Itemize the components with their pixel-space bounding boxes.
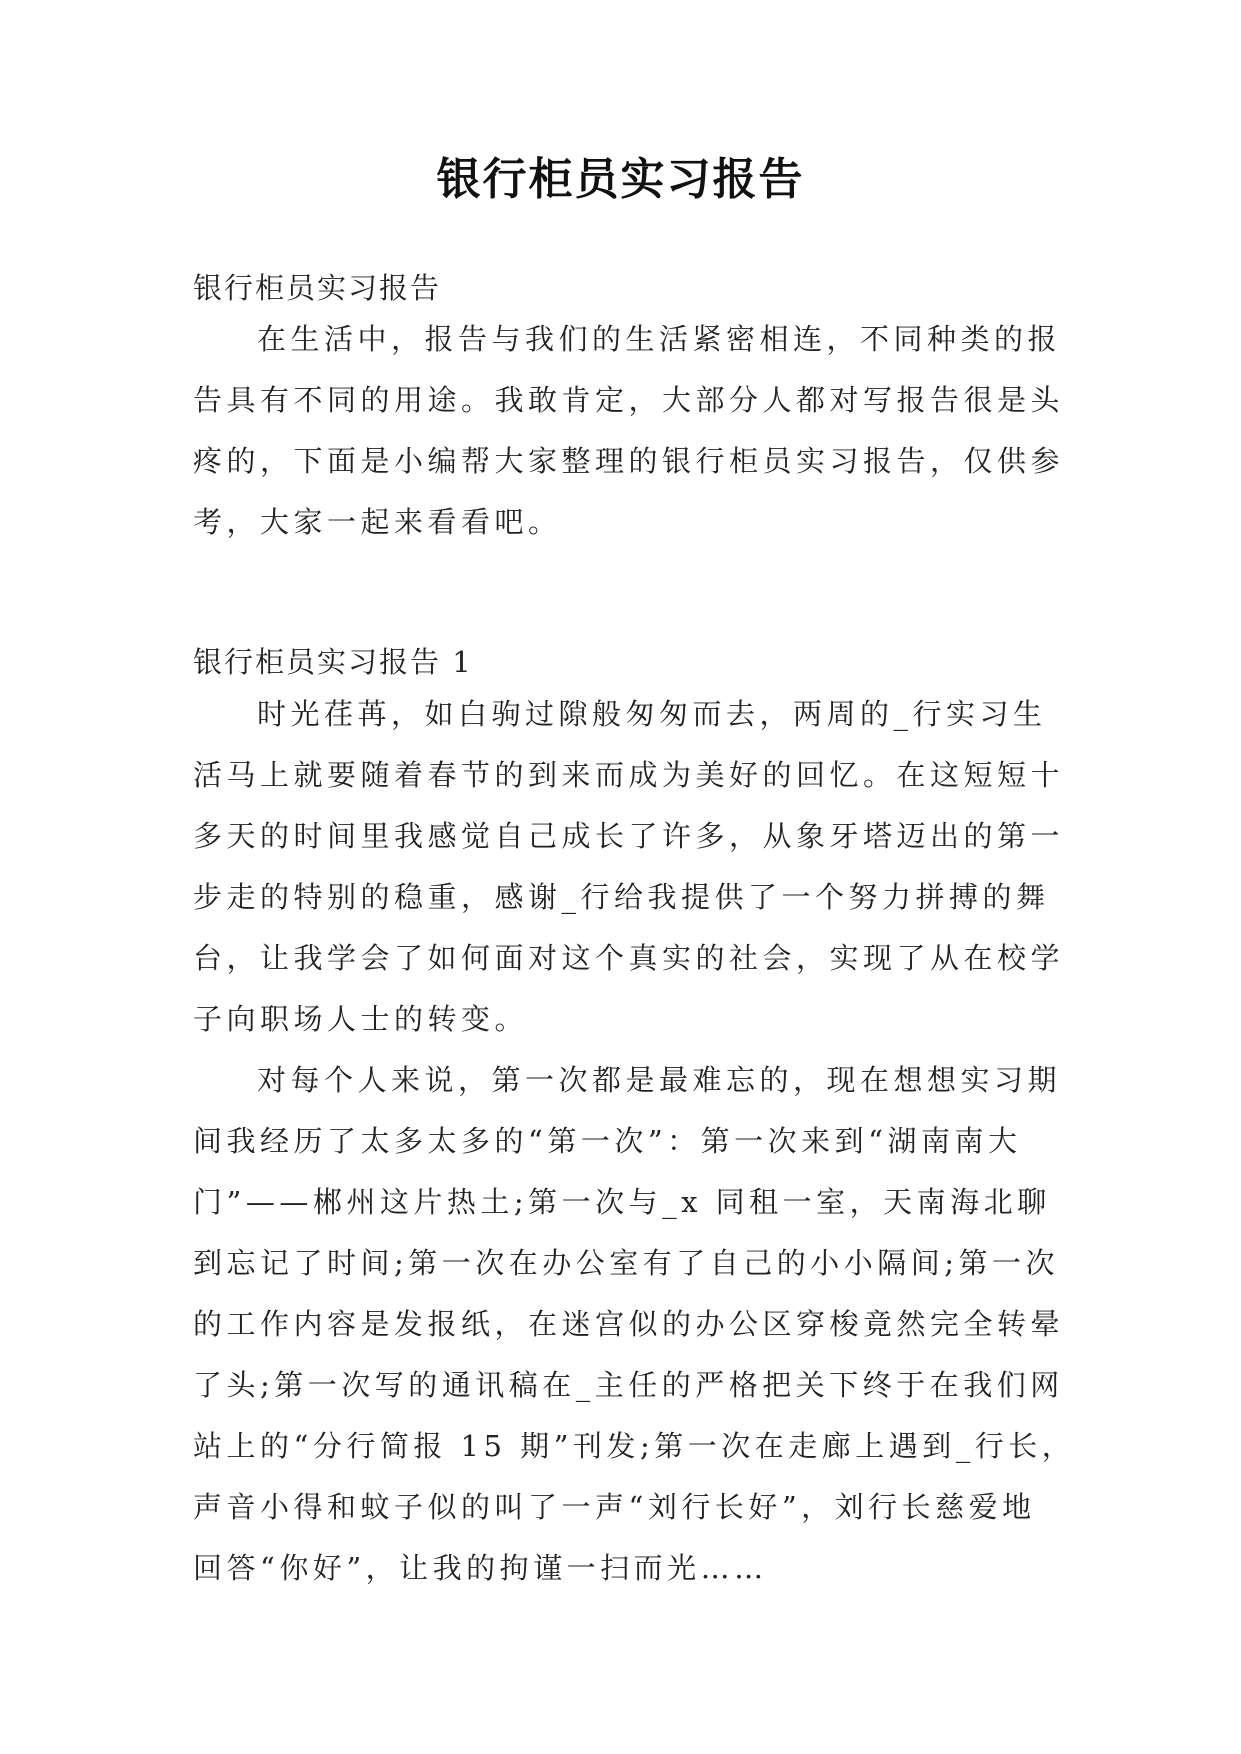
section-heading: 银行柜员实习报告 1	[193, 645, 473, 679]
paragraph-line: 步走的特别的稳重，感谢_行给我提供了一个努力拼搏的舞	[193, 880, 1050, 914]
document-subtitle: 银行柜员实习报告	[193, 271, 442, 305]
paragraph-line: 考，大家一起来看看吧。	[193, 505, 562, 539]
paragraph-line: 声音小得和蚊子似的叫了一声“刘行长好”，刘行长慈爱地	[193, 1490, 1036, 1524]
paragraph-line: 到忘记了时间;第一次在办公室有了自己的小小隔间;第一次	[193, 1246, 1060, 1280]
paragraph-line: 时光荏苒，如白驹过隙般匆匆而去，两周的_行实习生	[257, 697, 1047, 731]
paragraph-line: 回答“你好”，让我的拘谨一扫而光……	[193, 1551, 768, 1585]
paragraph-line: 疼的，下面是小编帮大家整理的银行柜员实习报告，仅供参	[193, 444, 1065, 478]
paragraph-line: 告具有不同的用途。我敢肯定，大部分人都对写报告很是头	[193, 383, 1065, 417]
paragraph-line: 活马上就要随着春节的到来而成为美好的回忆。在这短短十	[193, 758, 1065, 792]
intro-paragraph	[193, 309, 1073, 553]
paragraph-line: 子向职场人士的转变。	[193, 1002, 529, 1036]
paragraph-line: 的工作内容是发报纸，在迷宫似的办公区穿梭竟然完全转晕	[193, 1307, 1065, 1341]
paragraph-line: 台，让我学会了如何面对这个真实的社会，实现了从在校学	[193, 941, 1065, 975]
paragraph-line: 间我经历了太多太多的“第一次”：第一次来到“湖南南大	[193, 1124, 1022, 1158]
document-title: 银行柜员实习报告	[436, 154, 805, 205]
paragraph-line: 门”——郴州这片热土;第一次与_x 同租一室，天南海北聊	[193, 1185, 1051, 1219]
paragraph-line: 多天的时间里我感觉自己成长了许多，从象牙塔迈出的第一	[193, 819, 1065, 853]
paragraph-line: 对每个人来说，第一次都是最难忘的，现在想想实习期	[257, 1063, 1062, 1097]
paragraph-line: 了头;第一次写的通讯稿在_主任的严格把关下终于在我们网	[193, 1368, 1064, 1402]
body-paragraph-1	[193, 684, 1073, 1050]
body-paragraph-2	[193, 1050, 1076, 1599]
paragraph-line: 站上的“分行简报 15 期”刊发;第一次在走廊上遇到_行长，	[193, 1429, 1076, 1463]
paragraph-line: 在生活中，报告与我们的生活紧密相连，不同种类的报	[257, 322, 1062, 356]
